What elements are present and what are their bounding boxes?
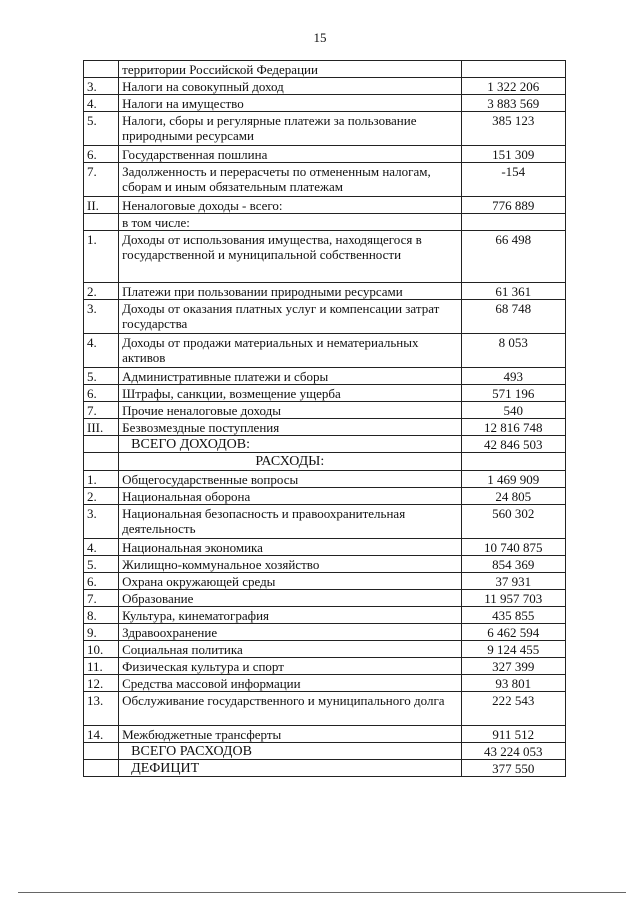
table-row bbox=[84, 78, 566, 95]
row-value: 911 512 bbox=[461, 726, 565, 743]
row-label: Национальная экономика bbox=[119, 539, 461, 556]
row-value: 9 124 455 bbox=[461, 641, 565, 658]
row-value: 377 550 bbox=[461, 760, 565, 777]
row-number: 3. bbox=[84, 300, 119, 334]
total-row bbox=[84, 760, 566, 777]
row-label: Национальная оборона bbox=[119, 488, 461, 505]
row-number: III. bbox=[84, 419, 119, 436]
row-value: 435 855 bbox=[461, 607, 565, 624]
row-number: 7. bbox=[84, 402, 119, 419]
row-label: Доходы от оказания платных услуг и компенсации затрат государства bbox=[119, 300, 461, 334]
row-label: ВСЕГО ДОХОДОВ: bbox=[119, 436, 461, 453]
table-row bbox=[84, 590, 566, 607]
row-label: Неналоговые доходы - всего: bbox=[119, 197, 461, 214]
budget-table-body bbox=[84, 61, 566, 777]
row-number: 1. bbox=[84, 471, 119, 488]
row-value bbox=[461, 453, 565, 471]
row-value: 43 224 053 bbox=[461, 743, 565, 760]
table-row bbox=[84, 675, 566, 692]
row-label: Социальная политика bbox=[119, 641, 461, 658]
row-label: Обслуживание государственного и муниципального долга bbox=[119, 692, 461, 726]
row-value bbox=[461, 214, 565, 231]
row-label: Общегосударственные вопросы bbox=[119, 471, 461, 488]
table-row bbox=[84, 146, 566, 163]
row-label: Задолженность и перерасчеты по отмененным налогам, сборам и иным обязательным платежам bbox=[119, 163, 461, 197]
row-label: Культура, кинематография bbox=[119, 607, 461, 624]
table-row bbox=[84, 692, 566, 726]
row-label: Образование bbox=[119, 590, 461, 607]
row-number bbox=[84, 743, 119, 760]
page-number: 15 bbox=[313, 30, 327, 45]
row-value: 854 369 bbox=[461, 556, 565, 573]
row-value: 61 361 bbox=[461, 283, 565, 300]
table-row bbox=[84, 658, 566, 675]
table-row bbox=[84, 539, 566, 556]
row-label: Административные платежи и сборы bbox=[119, 368, 461, 385]
row-number: 14. bbox=[84, 726, 119, 743]
row-number bbox=[84, 61, 119, 78]
row-label: Прочие неналоговые доходы bbox=[119, 402, 461, 419]
table-row bbox=[84, 112, 566, 146]
row-value: 776 889 bbox=[461, 197, 565, 214]
table-row bbox=[84, 726, 566, 743]
row-number: 9. bbox=[84, 624, 119, 641]
row-label: РАСХОДЫ: bbox=[119, 453, 461, 471]
row-value: 11 957 703 bbox=[461, 590, 565, 607]
row-value: 327 399 bbox=[461, 658, 565, 675]
row-label: Межбюджетные трансферты bbox=[119, 726, 461, 743]
row-label: Доходы от использования имущества, находящегося в государственной и муниципальной собственности bbox=[119, 231, 461, 283]
budget-table bbox=[83, 60, 566, 777]
row-value: 10 740 875 bbox=[461, 539, 565, 556]
table-row bbox=[84, 505, 566, 539]
table-row bbox=[84, 488, 566, 505]
row-value: 1 322 206 bbox=[461, 78, 565, 95]
row-label: ВСЕГО РАСХОДОВ bbox=[119, 743, 461, 760]
row-value: 12 816 748 bbox=[461, 419, 565, 436]
table-row bbox=[84, 334, 566, 368]
row-label: Налоги на имущество bbox=[119, 95, 461, 112]
row-value: 3 883 569 bbox=[461, 95, 565, 112]
table-row bbox=[84, 368, 566, 385]
row-number bbox=[84, 214, 119, 231]
row-number: 7. bbox=[84, 163, 119, 197]
row-number: 4. bbox=[84, 95, 119, 112]
total-row bbox=[84, 743, 566, 760]
row-value: 93 801 bbox=[461, 675, 565, 692]
row-number: 7. bbox=[84, 590, 119, 607]
row-label: Государственная пошлина bbox=[119, 146, 461, 163]
row-number: 8. bbox=[84, 607, 119, 624]
row-value: 571 196 bbox=[461, 385, 565, 402]
row-value: 42 846 503 bbox=[461, 436, 565, 453]
table-row bbox=[84, 607, 566, 624]
table-row bbox=[84, 641, 566, 658]
row-number: 2. bbox=[84, 488, 119, 505]
row-label: ДЕФИЦИТ bbox=[119, 760, 461, 777]
row-label: в том числе: bbox=[119, 214, 461, 231]
table-row bbox=[84, 214, 566, 231]
row-value: 1 469 909 bbox=[461, 471, 565, 488]
row-number bbox=[84, 436, 119, 453]
row-number: 6. bbox=[84, 146, 119, 163]
row-number: 4. bbox=[84, 334, 119, 368]
row-label: Жилищно-коммунальное хозяйство bbox=[119, 556, 461, 573]
row-label: Налоги на совокупный доход bbox=[119, 78, 461, 95]
row-number: 4. bbox=[84, 539, 119, 556]
total-row bbox=[84, 436, 566, 453]
table-row bbox=[84, 385, 566, 402]
table-row bbox=[84, 573, 566, 590]
row-value: 6 462 594 bbox=[461, 624, 565, 641]
row-number: 5. bbox=[84, 556, 119, 573]
row-value: -154 bbox=[461, 163, 565, 197]
table-row bbox=[84, 95, 566, 112]
row-value: 66 498 bbox=[461, 231, 565, 283]
row-label: Средства массовой информации bbox=[119, 675, 461, 692]
table-row bbox=[84, 471, 566, 488]
table-row bbox=[84, 402, 566, 419]
row-number: 2. bbox=[84, 283, 119, 300]
row-number: 3. bbox=[84, 505, 119, 539]
row-number: 3. bbox=[84, 78, 119, 95]
row-label: Доходы от продажи материальных и нематериальных активов bbox=[119, 334, 461, 368]
row-number: 5. bbox=[84, 112, 119, 146]
table-row bbox=[84, 556, 566, 573]
row-value: 68 748 bbox=[461, 300, 565, 334]
row-number: 6. bbox=[84, 573, 119, 590]
table-row bbox=[84, 300, 566, 334]
table-row bbox=[84, 231, 566, 283]
section-heading-row bbox=[84, 453, 566, 471]
row-number bbox=[84, 760, 119, 777]
table-row bbox=[84, 197, 566, 214]
row-label: Безвозмездные поступления bbox=[119, 419, 461, 436]
row-label: Физическая культура и спорт bbox=[119, 658, 461, 675]
table-row bbox=[84, 624, 566, 641]
row-label: территории Российской Федерации bbox=[119, 61, 461, 78]
row-number: 6. bbox=[84, 385, 119, 402]
row-value: 151 309 bbox=[461, 146, 565, 163]
row-label: Налоги, сборы и регулярные платежи за пользование природными ресурсами bbox=[119, 112, 461, 146]
table-row bbox=[84, 283, 566, 300]
row-value: 493 bbox=[461, 368, 565, 385]
row-number: 1. bbox=[84, 231, 119, 283]
row-value bbox=[461, 61, 565, 78]
row-value: 222 543 bbox=[461, 692, 565, 726]
row-number: 13. bbox=[84, 692, 119, 726]
row-value: 560 302 bbox=[461, 505, 565, 539]
table-row bbox=[84, 61, 566, 78]
row-number: II. bbox=[84, 197, 119, 214]
table-row bbox=[84, 163, 566, 197]
row-label: Национальная безопасность и правоохранительная деятельность bbox=[119, 505, 461, 539]
row-value: 37 931 bbox=[461, 573, 565, 590]
table-row bbox=[84, 419, 566, 436]
row-value: 385 123 bbox=[461, 112, 565, 146]
row-value: 24 805 bbox=[461, 488, 565, 505]
row-number: 5. bbox=[84, 368, 119, 385]
row-number: 10. bbox=[84, 641, 119, 658]
row-label: Охрана окружающей среды bbox=[119, 573, 461, 590]
row-label: Штрафы, санкции, возмещение ущерба bbox=[119, 385, 461, 402]
row-number: 12. bbox=[84, 675, 119, 692]
page-bottom-rule bbox=[18, 892, 626, 893]
row-value: 540 bbox=[461, 402, 565, 419]
row-number: 11. bbox=[84, 658, 119, 675]
row-value: 8 053 bbox=[461, 334, 565, 368]
row-number bbox=[84, 453, 119, 471]
row-label: Платежи при пользовании природными ресурсами bbox=[119, 283, 461, 300]
row-label: Здравоохранение bbox=[119, 624, 461, 641]
